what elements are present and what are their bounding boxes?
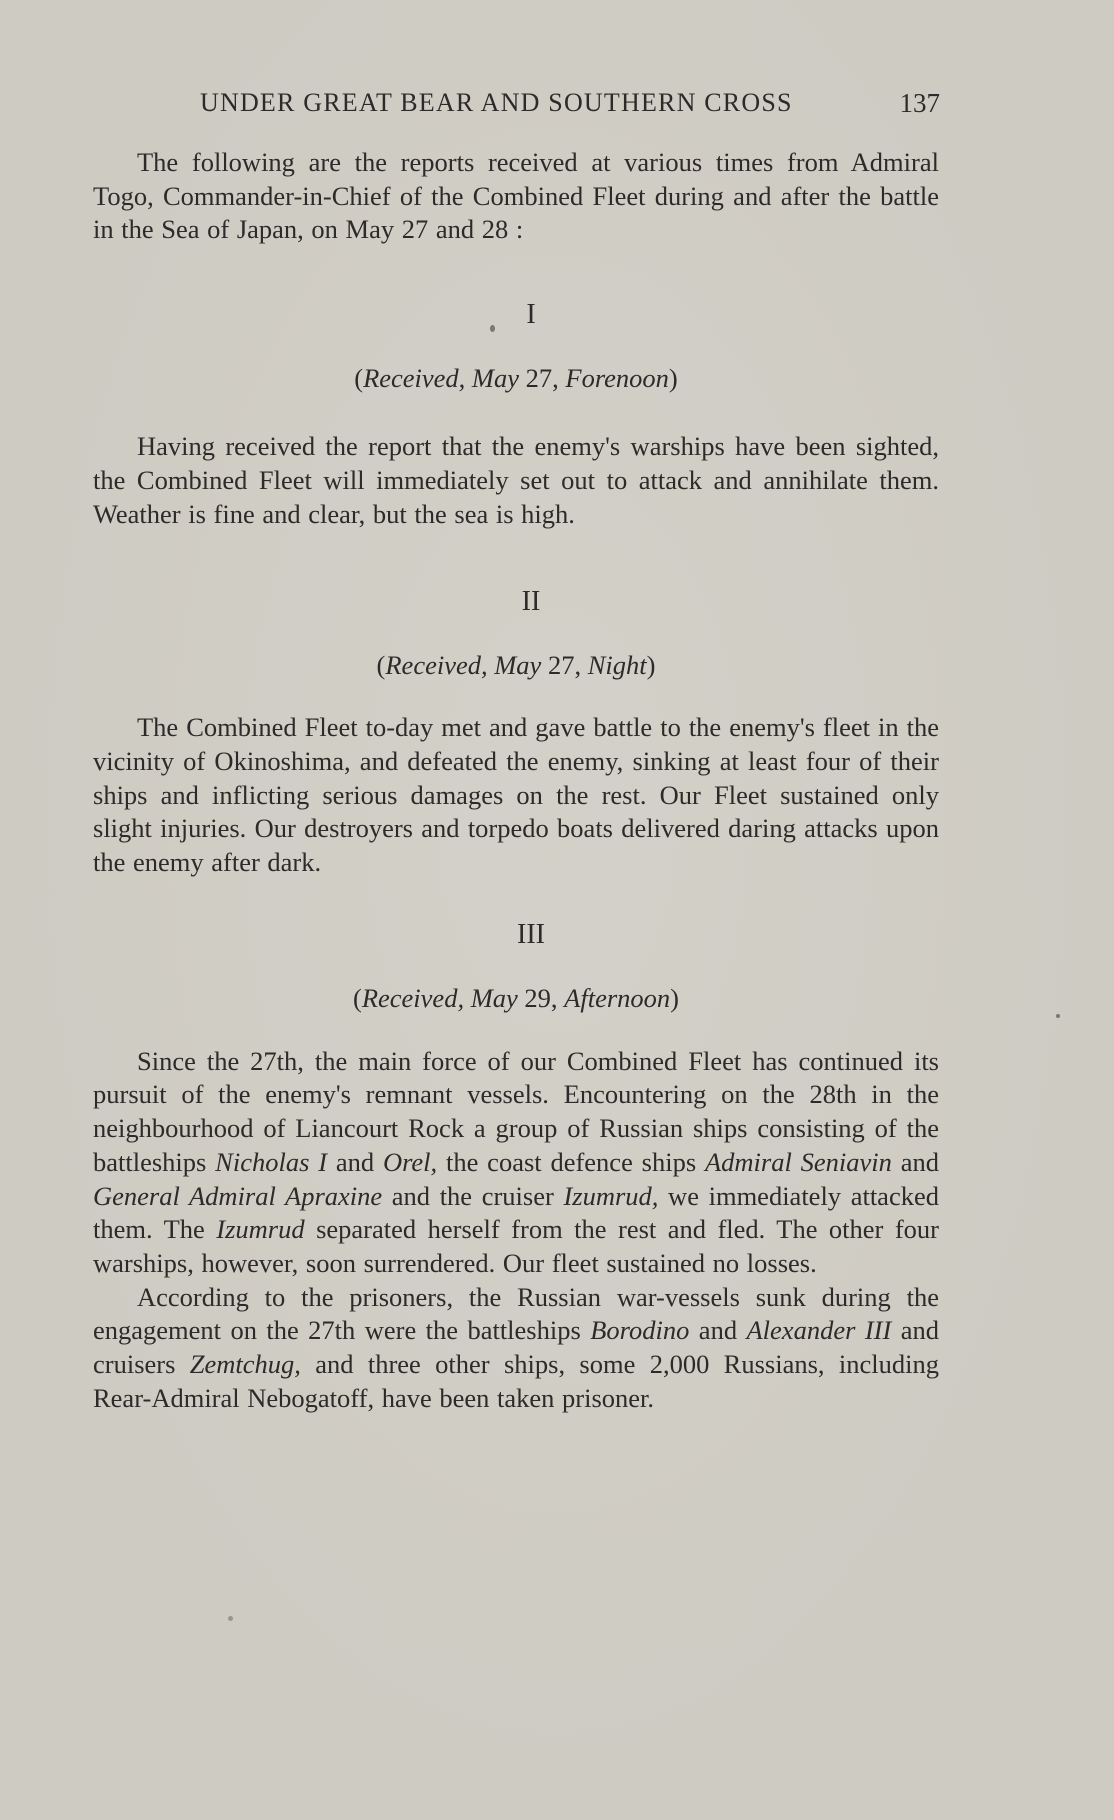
text-run: separated herself from the rest and fled. The other four warships, however, soon surrendered. Our fleet sustained no losses. — [93, 1214, 939, 1278]
received-line-1 — [93, 361, 939, 395]
paren-close: ) — [646, 650, 656, 681]
paper-speck — [228, 1616, 233, 1621]
ship-name: Zemtchug, — [189, 1349, 301, 1380]
section-1-paragraph: Having received the report that the enemy's warships have been sighted, the Combined Fleet will immediately set out to attack and annihilate them. Weather is fine and clear, but the sea is high. — [93, 431, 939, 529]
section-2-paragraph: The Combined Fleet to-day met and gave battle to the enemy's fleet in the vicinity of Okinoshima, and defeated the enemy, sinking at least four of their ships and inflicting serious damages on the rest. Our Fleet sustained only slight injuries. Our destroyers and torpedo boats delivered daring attacks upon the enemy after dark. — [93, 712, 939, 878]
section-number-3: III — [517, 918, 545, 950]
section-3-paragraph-2 — [93, 1281, 939, 1416]
text-run: and the cruiser — [382, 1180, 564, 1211]
received-date: 27, — [519, 363, 566, 394]
section-3-paragraph-1 — [93, 1045, 939, 1281]
paren-close: ) — [668, 363, 678, 394]
paren-open: ( — [353, 982, 362, 1013]
ship-name: Admiral Seniavin — [704, 1146, 892, 1177]
ship-name: Borodino — [590, 1315, 690, 1346]
text-run: Since the 27th, the main force of our Combined Fleet has continued its pursuit of the enemy's remnant vessels. Encountering on the 28th in the neighbourhood of Liancourt Rock a group of Russian ships consisting of the battleships — [93, 1045, 939, 1177]
paren-open: ( — [376, 650, 386, 681]
paper-speck — [1056, 1014, 1060, 1018]
text-run: the coast defence ships — [437, 1146, 705, 1177]
received-time: Forenoon — [565, 363, 669, 394]
text-run: According to the prisoners, the Russian war-vessels sunk during the engagement on the 27th were the battleships — [93, 1281, 939, 1346]
page-number: 137 — [899, 88, 940, 118]
paren-open: ( — [354, 363, 364, 394]
received-line-3 — [93, 981, 939, 1015]
paper-speck — [490, 325, 495, 332]
ship-name: General Admiral Apraxine — [93, 1180, 383, 1211]
received-label: Received, May — [361, 982, 518, 1013]
received-line-2 — [93, 648, 939, 682]
running-head — [200, 88, 940, 128]
received-date: 27, — [541, 650, 588, 681]
ship-name: Alexander III — [746, 1315, 892, 1346]
section-number-1: I — [526, 299, 536, 331]
text-run: we immediately attacked them. The — [93, 1180, 939, 1245]
text-run: and — [689, 1315, 747, 1346]
ship-name: Nicholas I — [215, 1146, 328, 1177]
text-run: and cruisers — [93, 1315, 940, 1380]
received-label: Received, May — [385, 650, 542, 681]
received-time: Afternoon — [564, 982, 671, 1013]
paren-close: ) — [670, 982, 679, 1013]
intro-paragraph: The following are the reports received at various times from Admiral Togo, Commander-in-Chief of the Combined Fleet during and after the battle in the Sea of Japan, on May 27 and 28 : — [93, 147, 939, 245]
ship-name: Orel, — [382, 1146, 438, 1177]
received-date: 29, — [517, 982, 565, 1013]
running-title: UNDER GREAT BEAR AND SOUTHERN CROSS — [200, 88, 793, 117]
ship-name: Izumrud, — [563, 1180, 659, 1211]
received-time: Night — [587, 650, 647, 681]
ship-name: Izumrud — [216, 1214, 305, 1245]
section-number-2: II — [521, 586, 541, 618]
text-run: and — [327, 1146, 383, 1177]
body-text — [93, 146, 939, 1415]
text-run: and three other ships, some 2,000 Russians, including Rear-Admiral Nebogatoff, have been taken prisoner. — [93, 1349, 939, 1413]
text-run: and — [891, 1146, 939, 1177]
received-label: Received, May — [363, 363, 520, 394]
